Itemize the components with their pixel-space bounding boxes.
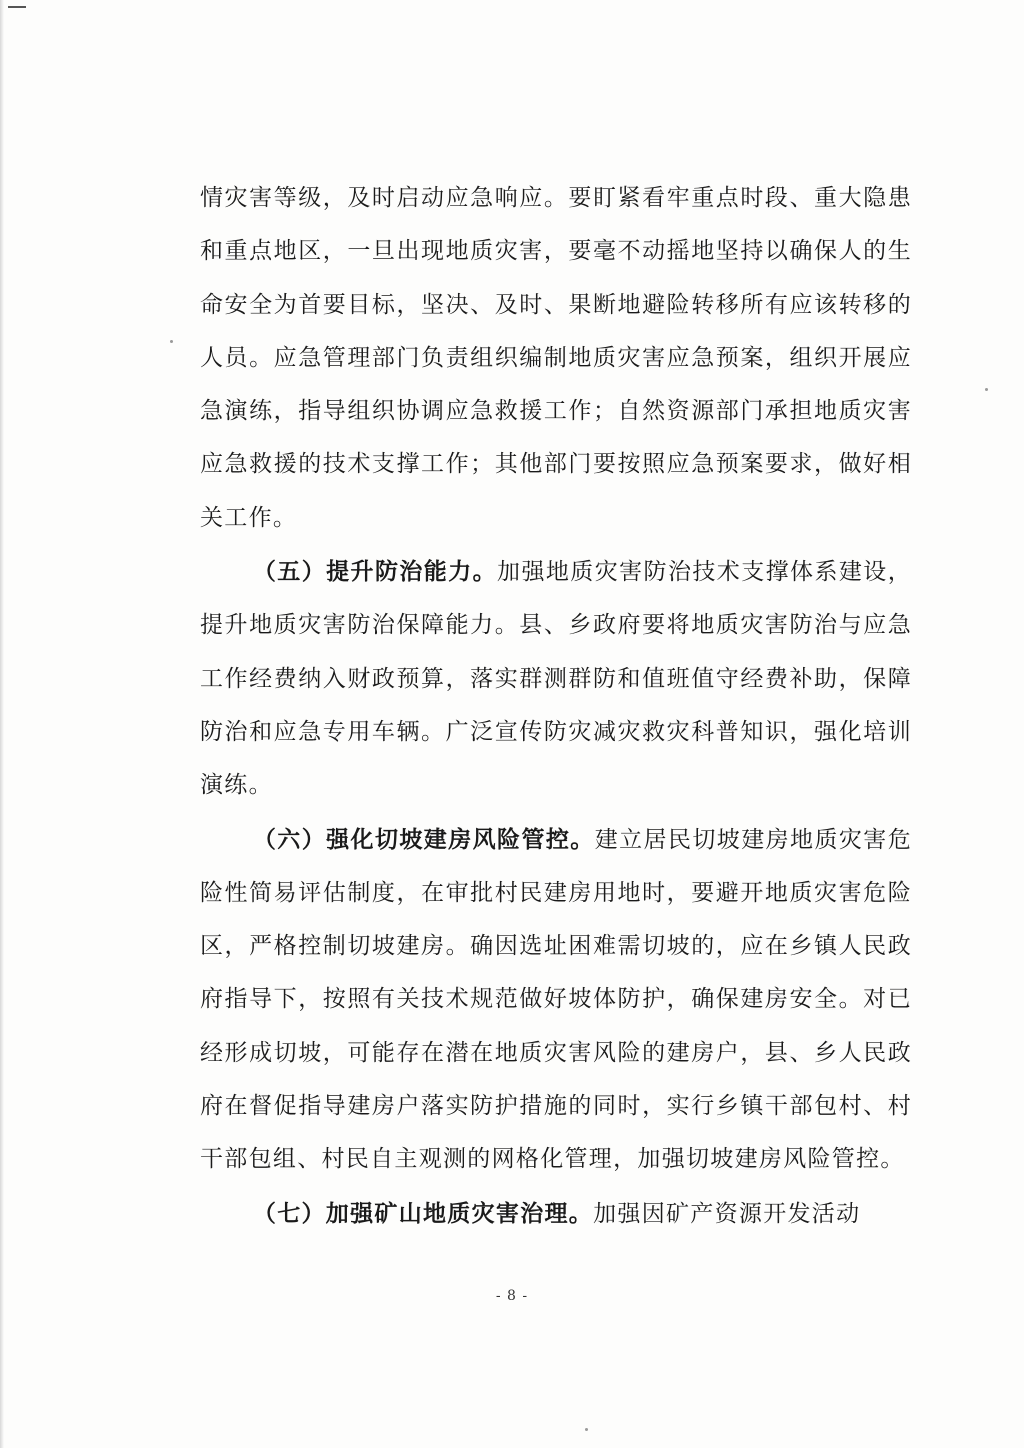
scan-speck [585, 1428, 588, 1431]
paragraph-slope-cutting-control [200, 813, 912, 1187]
scan-edge-shadow [0, 0, 4, 1448]
paragraph-mine-hazard-governance [200, 1187, 912, 1241]
section-heading-six: （六）强化切坡建房风险管控。 [252, 825, 595, 853]
section-heading-seven: （七）加强矿山地质灾害治理。 [252, 1199, 594, 1227]
paragraph-text: 加强地质灾害防治技术支撑体系建设，提升地质灾害防治保障能力。县、乡政府要将地质灾害防治与应急工作经费纳入财政预算，落实群测群防和值班值守经费补助，保障防治和应急专用车辆。广泛宣传防灾减灾救灾科普知识，强化培训演练。 [200, 559, 912, 799]
section-heading-five: （五）提升防治能力。 [252, 558, 498, 586]
page-number: - 8 - [495, 1288, 529, 1304]
paragraph-emergency-response [200, 172, 912, 545]
paragraph-text: 加强因矿产资源开发活动 [593, 1200, 861, 1227]
paragraph-prevention-capacity [200, 545, 912, 812]
scan-speck [985, 388, 988, 391]
paragraph-text: 情灾害等级，及时启动应急响应。要盯紧看牢重点时段、重大隐患和重点地区，一旦出现地质灾害，要毫不动摇地坚持以确保人的生命安全为首要目标，坚决、及时、果断地避险转移所有应该转移的人员。应急管理部门负责组织编制地质灾害应急预案，组织开展应急演练，指导组织协调应急救援工作；自然资源部门承担地质灾害应急救援的技术支撑工作；其他部门要按照应急预案要求，做好相关工作。 [200, 185, 912, 531]
document-body [200, 172, 912, 1241]
paragraph-text: 建立居民切坡建房地质灾害危险性简易评估制度，在审批村民建房用地时，要避开地质灾害危险区，严格控制切坡建房。确因选址困难需切坡的，应在乡镇人民政府指导下，按照有关技术规范做好坡体防护，确保建房安全。对已经形成切坡，可能存在潜在地质灾害风险的建房户，县、乡人民政府在督促指导建房户落实防护措施的同时，实行乡镇干部包村、村干部包组、村民自主观测的网格化管理，加强切坡建房风险管控。 [200, 826, 913, 1173]
scan-corner-mark [8, 6, 26, 8]
scan-speck [170, 340, 173, 343]
